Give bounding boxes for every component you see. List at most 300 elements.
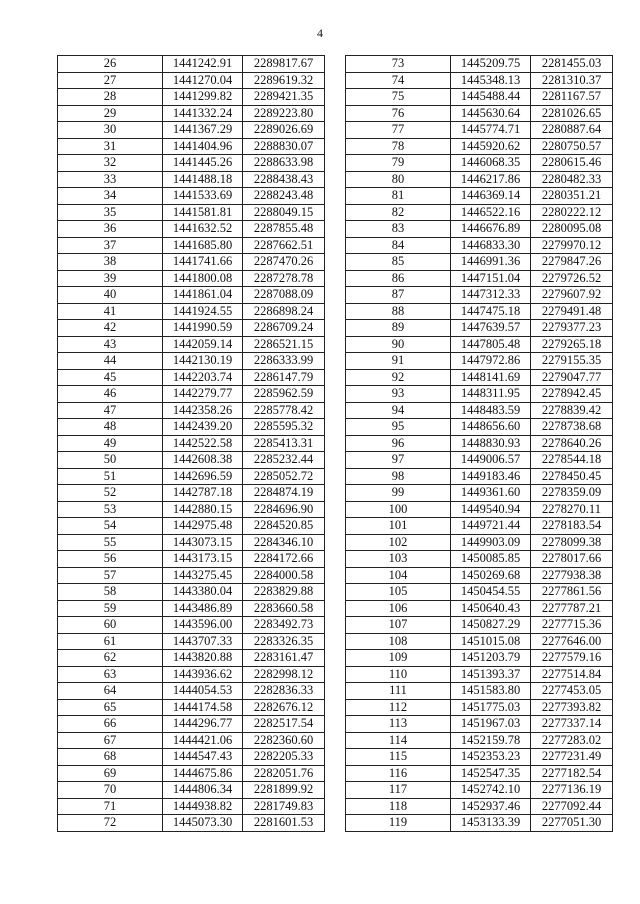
table-row [58, 765, 325, 782]
y-coordinate-cell: 2283161.47 [243, 650, 325, 667]
x-coordinate-cell: 1442696.59 [163, 468, 243, 485]
x-coordinate-cell: 1449540.94 [451, 501, 531, 518]
x-coordinate-cell: 1444296.77 [163, 716, 243, 733]
y-coordinate-cell: 2284000.58 [243, 567, 325, 584]
point-number-cell: 95 [346, 419, 451, 436]
y-coordinate-cell: 2287855.48 [243, 221, 325, 238]
point-number-cell: 91 [346, 353, 451, 370]
point-number-cell: 30 [58, 122, 163, 139]
table-row [58, 749, 325, 766]
table-row [58, 699, 325, 716]
x-coordinate-cell: 1448656.60 [451, 419, 531, 436]
y-coordinate-cell: 2277051.30 [531, 815, 613, 832]
x-coordinate-cell: 1444675.86 [163, 765, 243, 782]
table-row [58, 72, 325, 89]
y-coordinate-cell: 2277938.38 [531, 567, 613, 584]
table-row [346, 386, 613, 403]
table-row [346, 336, 613, 353]
x-coordinate-cell: 1441332.24 [163, 105, 243, 122]
point-number-cell: 28 [58, 89, 163, 106]
y-coordinate-cell: 2279377.23 [531, 320, 613, 337]
point-number-cell: 73 [346, 56, 451, 73]
point-number-cell: 80 [346, 171, 451, 188]
table-row [346, 765, 613, 782]
table-row [58, 551, 325, 568]
point-number-cell: 75 [346, 89, 451, 106]
table-row [346, 567, 613, 584]
point-number-cell: 104 [346, 567, 451, 584]
x-coordinate-cell: 1445348.13 [451, 72, 531, 89]
y-coordinate-cell: 2285595.32 [243, 419, 325, 436]
table-row [58, 237, 325, 254]
x-coordinate-cell: 1443486.89 [163, 600, 243, 617]
y-coordinate-cell: 2282205.33 [243, 749, 325, 766]
point-number-cell: 111 [346, 683, 451, 700]
point-number-cell: 101 [346, 518, 451, 535]
table-row [346, 732, 613, 749]
table-row [346, 501, 613, 518]
x-coordinate-cell: 1442608.38 [163, 452, 243, 469]
table-row [346, 353, 613, 370]
table-row [346, 617, 613, 634]
point-number-cell: 113 [346, 716, 451, 733]
y-coordinate-cell: 2281026.65 [531, 105, 613, 122]
table-row [58, 287, 325, 304]
point-number-cell: 69 [58, 765, 163, 782]
x-coordinate-cell: 1450085.85 [451, 551, 531, 568]
y-coordinate-cell: 2282517.54 [243, 716, 325, 733]
x-coordinate-cell: 1445630.64 [451, 105, 531, 122]
point-number-cell: 46 [58, 386, 163, 403]
x-coordinate-cell: 1441741.66 [163, 254, 243, 271]
point-number-cell: 118 [346, 798, 451, 815]
x-coordinate-cell: 1441299.82 [163, 89, 243, 106]
x-coordinate-cell: 1442358.26 [163, 402, 243, 419]
point-number-cell: 64 [58, 683, 163, 700]
table-row [58, 122, 325, 139]
table-row [346, 402, 613, 419]
x-coordinate-cell: 1446991.36 [451, 254, 531, 271]
y-coordinate-cell: 2278738.68 [531, 419, 613, 436]
y-coordinate-cell: 2278270.11 [531, 501, 613, 518]
x-coordinate-cell: 1443596.00 [163, 617, 243, 634]
x-coordinate-cell: 1442059.14 [163, 336, 243, 353]
table-row [346, 699, 613, 716]
y-coordinate-cell: 2281749.83 [243, 798, 325, 815]
table-row [346, 534, 613, 551]
y-coordinate-cell: 2278450.45 [531, 468, 613, 485]
point-number-cell: 86 [346, 270, 451, 287]
x-coordinate-cell: 1443173.15 [163, 551, 243, 568]
x-coordinate-cell: 1451967.03 [451, 716, 531, 733]
x-coordinate-cell: 1449006.57 [451, 452, 531, 469]
x-coordinate-cell: 1442439.20 [163, 419, 243, 436]
y-coordinate-cell: 2288438.43 [243, 171, 325, 188]
table-row [346, 749, 613, 766]
point-number-cell: 108 [346, 633, 451, 650]
table-row [58, 171, 325, 188]
point-number-cell: 53 [58, 501, 163, 518]
y-coordinate-cell: 2283660.58 [243, 600, 325, 617]
point-number-cell: 57 [58, 567, 163, 584]
point-number-cell: 70 [58, 782, 163, 799]
table-row [346, 716, 613, 733]
y-coordinate-cell: 2282998.12 [243, 666, 325, 683]
y-coordinate-cell: 2277393.82 [531, 699, 613, 716]
table-row [58, 567, 325, 584]
x-coordinate-cell: 1446369.14 [451, 188, 531, 205]
y-coordinate-cell: 2279607.92 [531, 287, 613, 304]
x-coordinate-cell: 1441990.59 [163, 320, 243, 337]
x-coordinate-cell: 1441270.04 [163, 72, 243, 89]
table-row [58, 353, 325, 370]
table-row [58, 435, 325, 452]
point-number-cell: 62 [58, 650, 163, 667]
y-coordinate-cell: 2289223.80 [243, 105, 325, 122]
point-number-cell: 87 [346, 287, 451, 304]
point-number-cell: 27 [58, 72, 163, 89]
y-coordinate-cell: 2281455.03 [531, 56, 613, 73]
y-coordinate-cell: 2279847.26 [531, 254, 613, 271]
table-row [346, 485, 613, 502]
table-row [58, 617, 325, 634]
table-row [346, 600, 613, 617]
table-row [58, 419, 325, 436]
point-number-cell: 85 [346, 254, 451, 271]
y-coordinate-cell: 2283326.35 [243, 633, 325, 650]
table-row [58, 650, 325, 667]
point-number-cell: 115 [346, 749, 451, 766]
point-number-cell: 81 [346, 188, 451, 205]
point-number-cell: 79 [346, 155, 451, 172]
point-number-cell: 66 [58, 716, 163, 733]
point-number-cell: 26 [58, 56, 163, 73]
x-coordinate-cell: 1446068.35 [451, 155, 531, 172]
point-number-cell: 97 [346, 452, 451, 469]
y-coordinate-cell: 2288633.98 [243, 155, 325, 172]
x-coordinate-cell: 1447475.18 [451, 303, 531, 320]
y-coordinate-cell: 2282836.33 [243, 683, 325, 700]
y-coordinate-cell: 2285962.59 [243, 386, 325, 403]
x-coordinate-cell: 1446522.16 [451, 204, 531, 221]
x-coordinate-cell: 1446217.86 [451, 171, 531, 188]
table-row [58, 402, 325, 419]
point-number-cell: 32 [58, 155, 163, 172]
x-coordinate-cell: 1443936.62 [163, 666, 243, 683]
x-coordinate-cell: 1446676.89 [451, 221, 531, 238]
table-row [346, 468, 613, 485]
point-number-cell: 37 [58, 237, 163, 254]
point-number-cell: 35 [58, 204, 163, 221]
y-coordinate-cell: 2280095.08 [531, 221, 613, 238]
table-row [346, 221, 613, 238]
point-number-cell: 42 [58, 320, 163, 337]
y-coordinate-cell: 2285052.72 [243, 468, 325, 485]
x-coordinate-cell: 1449721.44 [451, 518, 531, 535]
point-number-cell: 52 [58, 485, 163, 502]
x-coordinate-cell: 1452547.35 [451, 765, 531, 782]
x-coordinate-cell: 1441404.96 [163, 138, 243, 155]
point-number-cell: 68 [58, 749, 163, 766]
table-row [58, 369, 325, 386]
y-coordinate-cell: 2288049.15 [243, 204, 325, 221]
point-number-cell: 41 [58, 303, 163, 320]
point-number-cell: 55 [58, 534, 163, 551]
table-row [58, 732, 325, 749]
point-number-cell: 102 [346, 534, 451, 551]
table-row [346, 89, 613, 106]
table-row [346, 369, 613, 386]
y-coordinate-cell: 2277514.84 [531, 666, 613, 683]
table-row [346, 171, 613, 188]
table-row [58, 204, 325, 221]
table-row [346, 155, 613, 172]
x-coordinate-cell: 1451203.79 [451, 650, 531, 667]
table-row [58, 270, 325, 287]
table-row [346, 237, 613, 254]
x-coordinate-cell: 1441242.91 [163, 56, 243, 73]
x-coordinate-cell: 1445920.62 [451, 138, 531, 155]
point-number-cell: 50 [58, 452, 163, 469]
table-row [58, 584, 325, 601]
point-number-cell: 76 [346, 105, 451, 122]
x-coordinate-cell: 1445488.44 [451, 89, 531, 106]
coordinates-table-right [345, 55, 613, 832]
y-coordinate-cell: 2277283.02 [531, 732, 613, 749]
point-number-cell: 36 [58, 221, 163, 238]
table-row [346, 683, 613, 700]
y-coordinate-cell: 2279970.12 [531, 237, 613, 254]
point-number-cell: 116 [346, 765, 451, 782]
point-number-cell: 90 [346, 336, 451, 353]
y-coordinate-cell: 2280351.21 [531, 188, 613, 205]
y-coordinate-cell: 2282360.60 [243, 732, 325, 749]
x-coordinate-cell: 1450640.43 [451, 600, 531, 617]
table-row [58, 386, 325, 403]
y-coordinate-cell: 2286521.15 [243, 336, 325, 353]
table-row [346, 782, 613, 799]
x-coordinate-cell: 1442787.18 [163, 485, 243, 502]
x-coordinate-cell: 1448141.69 [451, 369, 531, 386]
y-coordinate-cell: 2286333.99 [243, 353, 325, 370]
y-coordinate-cell: 2287470.26 [243, 254, 325, 271]
y-coordinate-cell: 2281899.92 [243, 782, 325, 799]
x-coordinate-cell: 1448830.93 [451, 435, 531, 452]
y-coordinate-cell: 2278942.45 [531, 386, 613, 403]
point-number-cell: 92 [346, 369, 451, 386]
point-number-cell: 82 [346, 204, 451, 221]
table-row [346, 138, 613, 155]
y-coordinate-cell: 2279047.77 [531, 369, 613, 386]
y-coordinate-cell: 2285413.31 [243, 435, 325, 452]
table-row [58, 683, 325, 700]
x-coordinate-cell: 1443073.15 [163, 534, 243, 551]
x-coordinate-cell: 1449183.46 [451, 468, 531, 485]
table-row [346, 435, 613, 452]
point-number-cell: 59 [58, 600, 163, 617]
point-number-cell: 89 [346, 320, 451, 337]
y-coordinate-cell: 2278839.42 [531, 402, 613, 419]
y-coordinate-cell: 2289817.67 [243, 56, 325, 73]
point-number-cell: 33 [58, 171, 163, 188]
y-coordinate-cell: 2278099.38 [531, 534, 613, 551]
x-coordinate-cell: 1441488.18 [163, 171, 243, 188]
x-coordinate-cell: 1451775.03 [451, 699, 531, 716]
point-number-cell: 106 [346, 600, 451, 617]
x-coordinate-cell: 1442130.19 [163, 353, 243, 370]
table-row [58, 666, 325, 683]
x-coordinate-cell: 1441861.04 [163, 287, 243, 304]
x-coordinate-cell: 1444054.53 [163, 683, 243, 700]
table-row [346, 650, 613, 667]
point-number-cell: 88 [346, 303, 451, 320]
y-coordinate-cell: 2289026.69 [243, 122, 325, 139]
point-number-cell: 58 [58, 584, 163, 601]
x-coordinate-cell: 1441685.80 [163, 237, 243, 254]
point-number-cell: 93 [346, 386, 451, 403]
y-coordinate-cell: 2279726.52 [531, 270, 613, 287]
table-row [58, 485, 325, 502]
x-coordinate-cell: 1444547.43 [163, 749, 243, 766]
point-number-cell: 38 [58, 254, 163, 271]
table-row [58, 155, 325, 172]
point-number-cell: 44 [58, 353, 163, 370]
y-coordinate-cell: 2288243.48 [243, 188, 325, 205]
table-row [58, 716, 325, 733]
y-coordinate-cell: 2277579.16 [531, 650, 613, 667]
point-number-cell: 34 [58, 188, 163, 205]
point-number-cell: 105 [346, 584, 451, 601]
y-coordinate-cell: 2279155.35 [531, 353, 613, 370]
table-row [58, 600, 325, 617]
point-number-cell: 74 [346, 72, 451, 89]
table-row [346, 798, 613, 815]
y-coordinate-cell: 2280482.33 [531, 171, 613, 188]
y-coordinate-cell: 2277337.14 [531, 716, 613, 733]
y-coordinate-cell: 2281601.53 [243, 815, 325, 832]
table-row [58, 105, 325, 122]
table-row [58, 320, 325, 337]
point-number-cell: 48 [58, 419, 163, 436]
x-coordinate-cell: 1452159.78 [451, 732, 531, 749]
table-row [58, 188, 325, 205]
table-row [58, 468, 325, 485]
x-coordinate-cell: 1442203.74 [163, 369, 243, 386]
table-row [346, 584, 613, 601]
y-coordinate-cell: 2278359.09 [531, 485, 613, 502]
x-coordinate-cell: 1441581.81 [163, 204, 243, 221]
table-row [58, 254, 325, 271]
table-row [58, 518, 325, 535]
point-number-cell: 103 [346, 551, 451, 568]
x-coordinate-cell: 1450454.55 [451, 584, 531, 601]
y-coordinate-cell: 2281167.57 [531, 89, 613, 106]
point-number-cell: 114 [346, 732, 451, 749]
y-coordinate-cell: 2289619.32 [243, 72, 325, 89]
table-row [346, 204, 613, 221]
table-row [58, 633, 325, 650]
y-coordinate-cell: 2284696.90 [243, 501, 325, 518]
x-coordinate-cell: 1444938.82 [163, 798, 243, 815]
table-row [346, 56, 613, 73]
x-coordinate-cell: 1442975.48 [163, 518, 243, 535]
table-row [346, 452, 613, 469]
page-number: 4 [317, 26, 323, 40]
point-number-cell: 107 [346, 617, 451, 634]
y-coordinate-cell: 2277182.54 [531, 765, 613, 782]
x-coordinate-cell: 1449361.60 [451, 485, 531, 502]
x-coordinate-cell: 1442522.58 [163, 435, 243, 452]
y-coordinate-cell: 2279491.48 [531, 303, 613, 320]
table-row [346, 518, 613, 535]
point-number-cell: 51 [58, 468, 163, 485]
point-number-cell: 54 [58, 518, 163, 535]
x-coordinate-cell: 1446833.30 [451, 237, 531, 254]
y-coordinate-cell: 2287278.78 [243, 270, 325, 287]
table-row [58, 138, 325, 155]
y-coordinate-cell: 2286898.24 [243, 303, 325, 320]
table-row [58, 798, 325, 815]
y-coordinate-cell: 2282051.76 [243, 765, 325, 782]
point-number-cell: 47 [58, 402, 163, 419]
y-coordinate-cell: 2288830.07 [243, 138, 325, 155]
y-coordinate-cell: 2284346.10 [243, 534, 325, 551]
y-coordinate-cell: 2280750.57 [531, 138, 613, 155]
x-coordinate-cell: 1451015.08 [451, 633, 531, 650]
x-coordinate-cell: 1452742.10 [451, 782, 531, 799]
table-row [346, 666, 613, 683]
y-coordinate-cell: 2278544.18 [531, 452, 613, 469]
x-coordinate-cell: 1443275.45 [163, 567, 243, 584]
y-coordinate-cell: 2280222.12 [531, 204, 613, 221]
y-coordinate-cell: 2279265.18 [531, 336, 613, 353]
y-coordinate-cell: 2280887.64 [531, 122, 613, 139]
x-coordinate-cell: 1441533.69 [163, 188, 243, 205]
y-coordinate-cell: 2277646.00 [531, 633, 613, 650]
y-coordinate-cell: 2285232.44 [243, 452, 325, 469]
x-coordinate-cell: 1451393.37 [451, 666, 531, 683]
x-coordinate-cell: 1448311.95 [451, 386, 531, 403]
table-row [346, 287, 613, 304]
table-row [346, 633, 613, 650]
x-coordinate-cell: 1445209.75 [451, 56, 531, 73]
y-coordinate-cell: 2277861.56 [531, 584, 613, 601]
x-coordinate-cell: 1443820.88 [163, 650, 243, 667]
x-coordinate-cell: 1444421.06 [163, 732, 243, 749]
point-number-cell: 98 [346, 468, 451, 485]
x-coordinate-cell: 1451583.80 [451, 683, 531, 700]
y-coordinate-cell: 2278017.66 [531, 551, 613, 568]
table-row [58, 56, 325, 73]
point-number-cell: 119 [346, 815, 451, 832]
point-number-cell: 94 [346, 402, 451, 419]
table-row [58, 534, 325, 551]
x-coordinate-cell: 1452353.23 [451, 749, 531, 766]
point-number-cell: 56 [58, 551, 163, 568]
table-row [346, 188, 613, 205]
point-number-cell: 83 [346, 221, 451, 238]
table-row [58, 815, 325, 832]
y-coordinate-cell: 2286709.24 [243, 320, 325, 337]
point-number-cell: 117 [346, 782, 451, 799]
y-coordinate-cell: 2277136.19 [531, 782, 613, 799]
x-coordinate-cell: 1444806.34 [163, 782, 243, 799]
y-coordinate-cell: 2283492.73 [243, 617, 325, 634]
point-number-cell: 77 [346, 122, 451, 139]
y-coordinate-cell: 2284520.85 [243, 518, 325, 535]
y-coordinate-cell: 2281310.37 [531, 72, 613, 89]
point-number-cell: 100 [346, 501, 451, 518]
